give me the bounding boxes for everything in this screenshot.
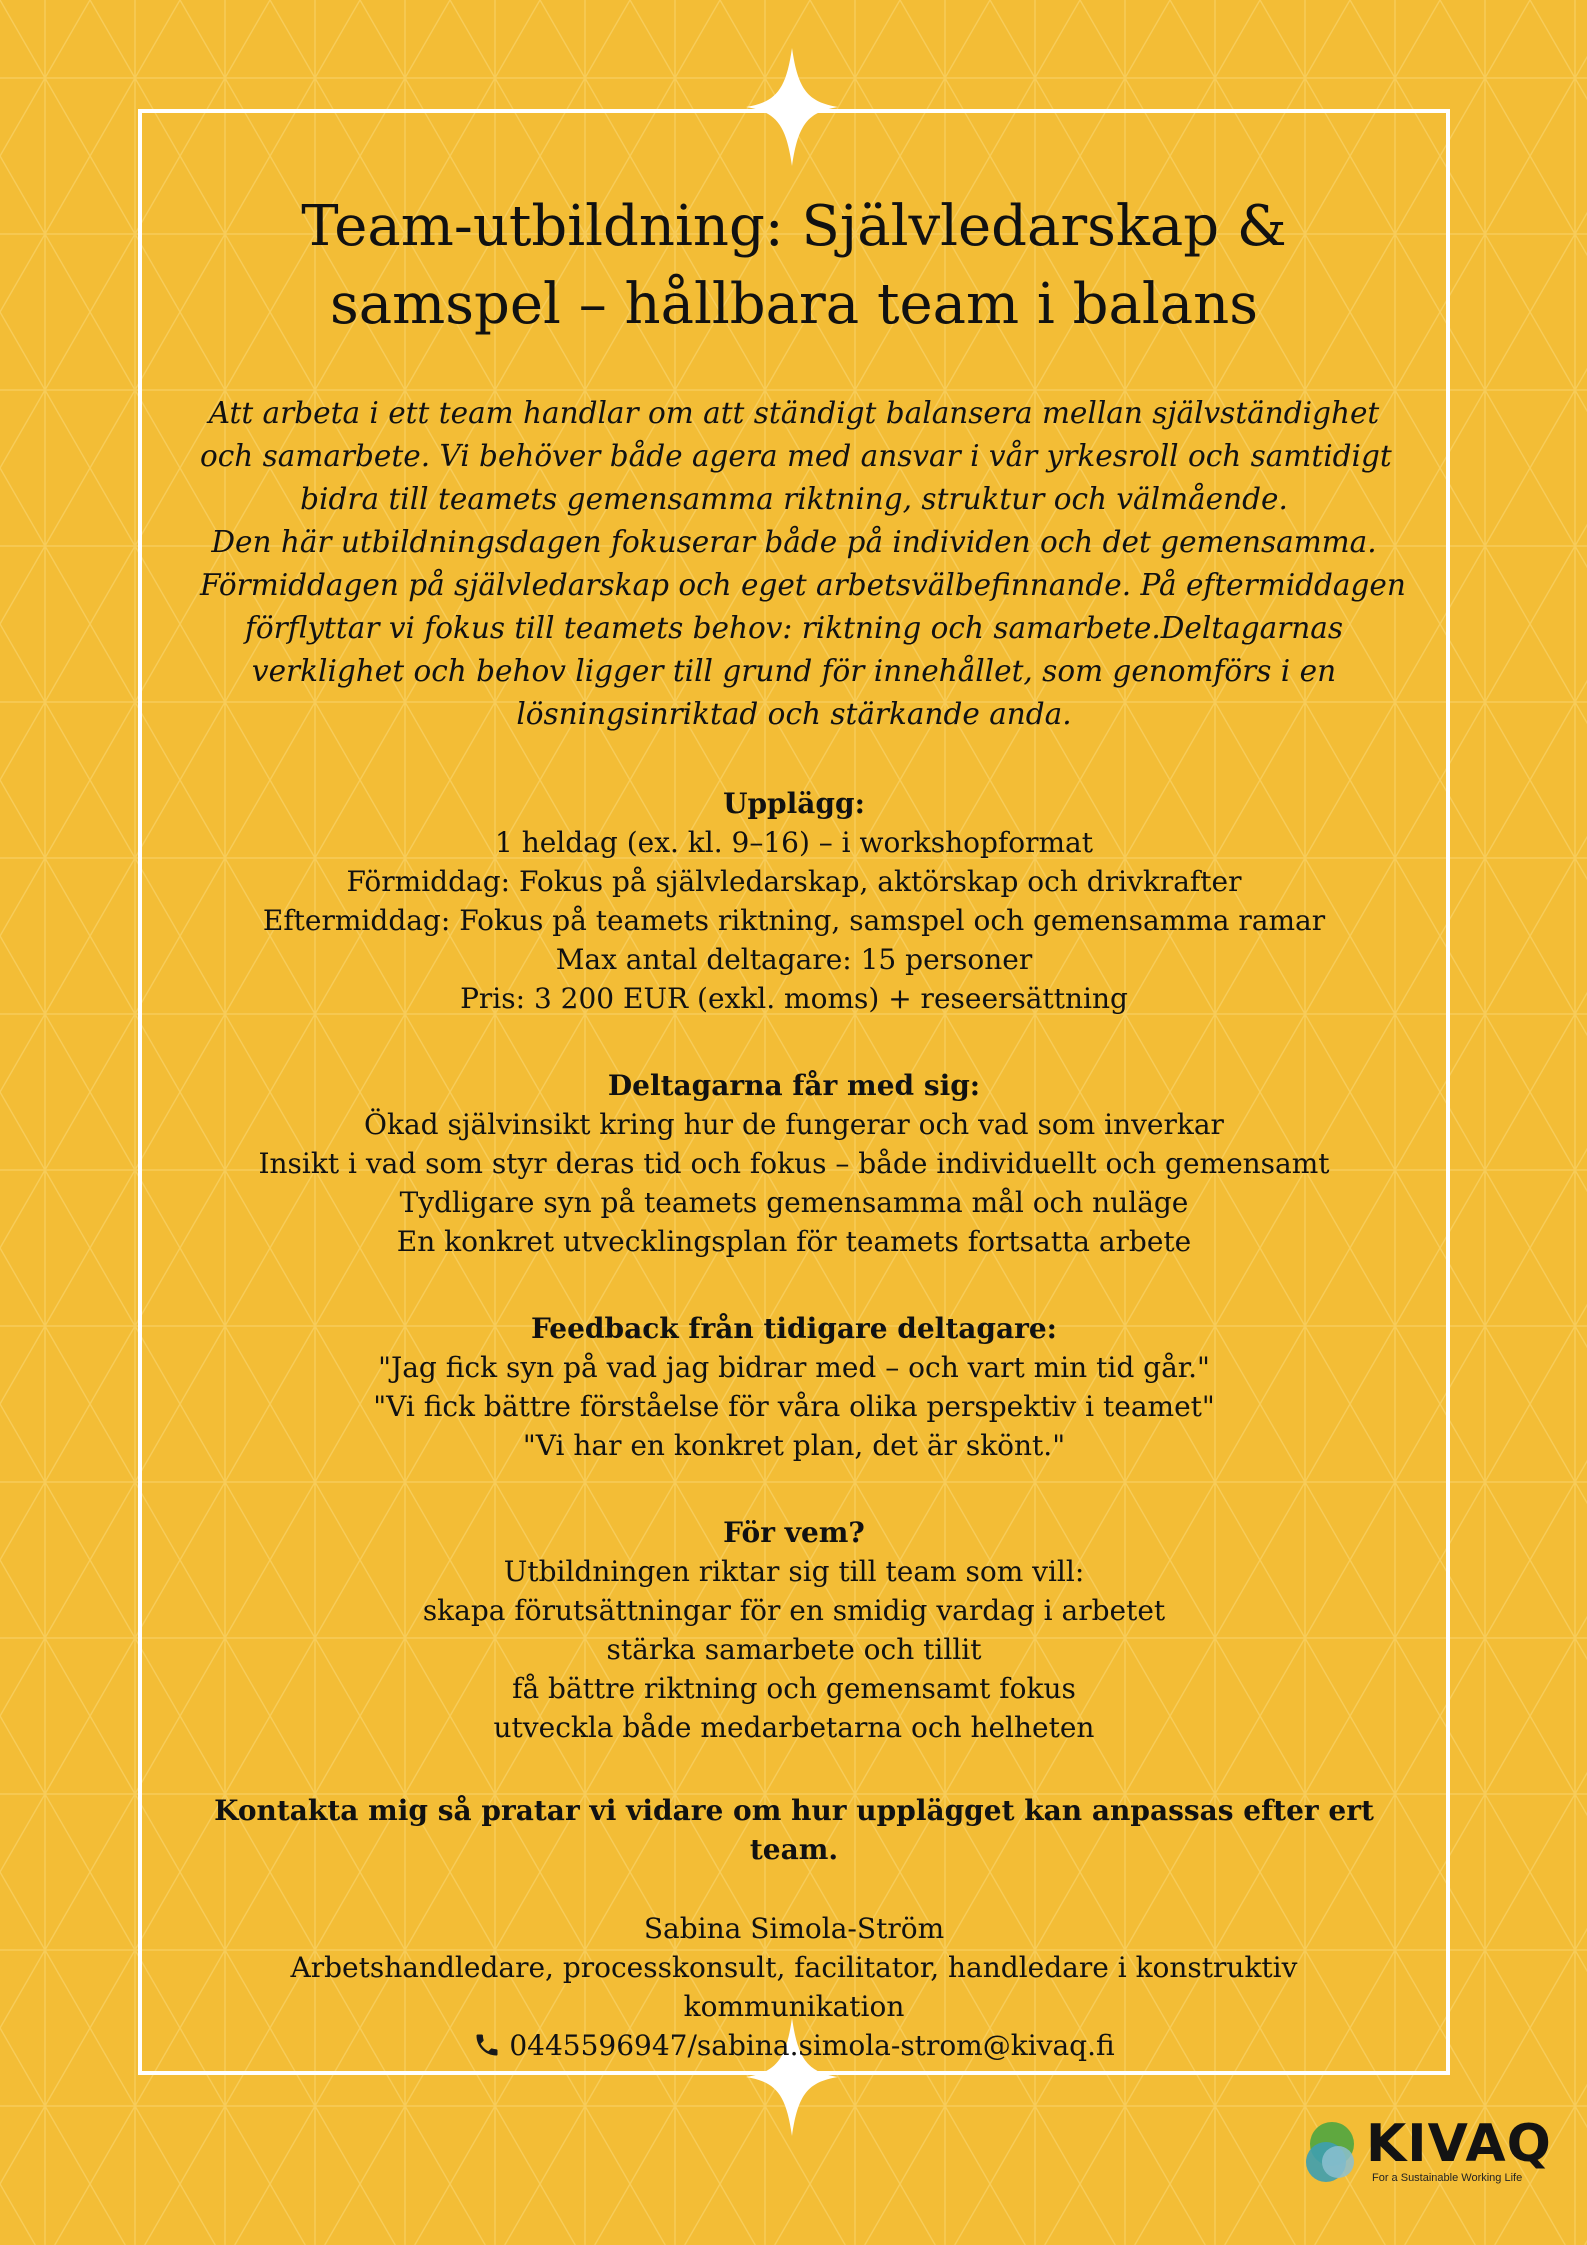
intro-line: bidra till teamets gemensamma riktning, struktur och välmående. — [300, 482, 1288, 516]
section-line: Ökad självinsikt kring hur de fungerar och vad som inverkar — [364, 1108, 1224, 1141]
section-deltagarna — [200, 1066, 1388, 1261]
section-line: utveckla både medarbetarna och helheten — [493, 1711, 1095, 1744]
signature-block — [200, 1909, 1388, 2065]
phone-icon — [473, 2031, 501, 2059]
section-line: Utbildningen riktar sig till team som vill: — [503, 1555, 1085, 1588]
logo-circles-icon — [1304, 2118, 1368, 2186]
title-line: Team-utbildning: Självledarskap & — [301, 194, 1287, 259]
intro-line: Den här utbildningsdagen fokuserar både på individen och det gemensamma. — [211, 525, 1377, 559]
section-line: Tydligare syn på teamets gemensamma mål och nuläge — [399, 1186, 1189, 1219]
signature-name: Sabina Simola-Ström — [643, 1912, 945, 1945]
section-line: En konkret utvecklingsplan för teamets fortsatta arbete — [396, 1225, 1192, 1258]
section-heading: Upplägg: — [723, 787, 865, 820]
section-line: Eftermiddag: Fokus på teamets riktning, samspel och gemensamma ramar — [262, 904, 1326, 937]
contact-text[interactable]: 0445596947/sabina.simola-strom@kivaq.fi — [509, 2029, 1115, 2062]
intro-line: förflyttar vi fokus till teamets behov: riktning och samarbete.Deltagarnas — [244, 611, 1344, 645]
sparkle-star-icon — [746, 48, 838, 166]
section-line: Max antal deltagare: 15 personer — [555, 943, 1033, 976]
logo-tagline: For a Sustainable Working Life — [1372, 2172, 1523, 2184]
section-line: stärka samarbete och tillit — [606, 1633, 982, 1666]
section-for-vem — [200, 1513, 1388, 1747]
contact-line — [200, 2026, 1388, 2065]
page-title — [200, 188, 1388, 344]
section-line: Insikt i vad som styr deras tid och fokus – både individuellt och gemensamt — [258, 1147, 1330, 1180]
signature-role: Arbetshandledare, processkonsult, facilitator, handledare i konstruktiv — [290, 1951, 1298, 1984]
section-line: skapa förutsättningar för en smidig vardag i arbetet — [422, 1594, 1166, 1627]
section-line: "Vi har en konkret plan, det är skönt." — [522, 1429, 1066, 1462]
contact-call-to-action: Kontakta mig så pratar vi vidare om hur upplägget kan anpassas efter ert team. — [214, 1794, 1374, 1866]
section-line: Förmiddag: Fokus på självledarskap, aktörskap och drivkrafter — [346, 865, 1242, 898]
logo-wordmark: KIVAQ — [1366, 2114, 1552, 2174]
section-line: "Jag fick syn på vad jag bidrar med – och vart min tid går." — [378, 1351, 1210, 1384]
signature-role: kommunikation — [683, 1990, 905, 2023]
intro-line: Att arbeta i ett team handlar om att ständigt balansera mellan självständighet — [208, 396, 1380, 430]
section-heading: Deltagarna får med sig: — [607, 1069, 981, 1102]
section-feedback — [200, 1309, 1388, 1465]
section-heading: Feedback från tidigare deltagare: — [530, 1312, 1058, 1345]
section-line: Pris: 3 200 EUR (exkl. moms) + reseersättning — [460, 982, 1128, 1015]
section-line: få bättre riktning och gemensamt fokus — [512, 1672, 1076, 1705]
section-upplagg — [200, 784, 1388, 1018]
intro-line: och samarbete. Vi behöver både agera med ansvar i vår yrkesroll och samtidigt — [200, 439, 1392, 473]
intro-line: Förmiddagen på självledarskap och eget arbetsvälbefinnande. På eftermiddagen — [200, 568, 1406, 602]
intro-line: lösningsinriktad och stärkande anda. — [516, 697, 1072, 731]
section-line: "Vi fick bättre förståelse för våra olika perspektiv i teamet" — [373, 1390, 1215, 1423]
title-line: samspel – hållbara team i balans — [330, 272, 1258, 337]
intro-paragraph — [200, 392, 1406, 736]
flyer-content — [200, 188, 1406, 2065]
intro-line: verklighet och behov ligger till grund för innehållet, som genomförs i en — [251, 654, 1337, 688]
kivaq-logo — [1304, 2114, 1554, 2190]
section-heading: För vem? — [723, 1516, 865, 1549]
section-line: 1 heldag (ex. kl. 9–16) – i workshopformat — [494, 826, 1093, 859]
